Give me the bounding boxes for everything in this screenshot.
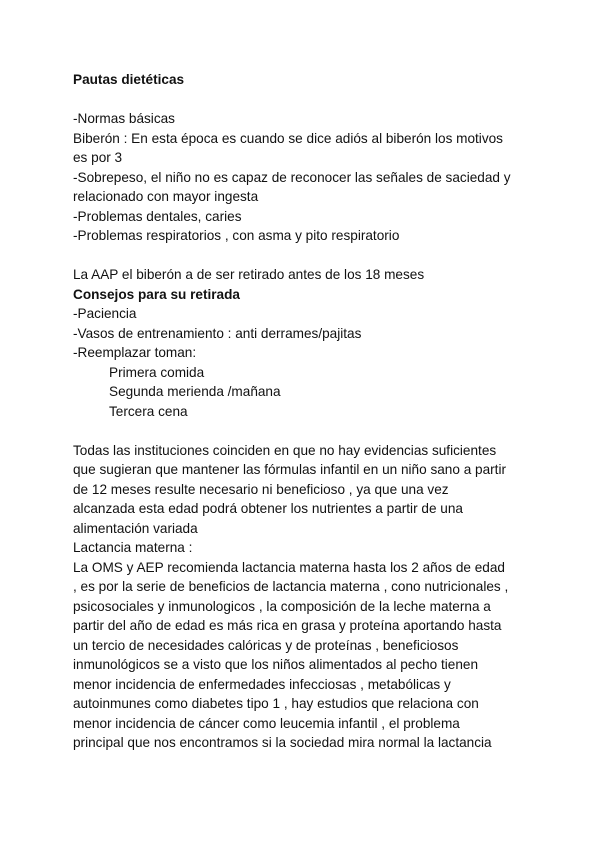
list-subitem: Segunda merienda /mañana <box>109 384 281 399</box>
paragraph-line: menor incidencia de enfermedades infecciosas , metabólicas y <box>73 676 451 692</box>
text-line: relacionado con mayor ingesta <box>73 189 259 204</box>
paragraph-line: La OMS y AEP recomienda lactancia materna hasta los 2 años de edad <box>73 559 505 575</box>
paragraph-line: alimentación variada <box>73 520 198 536</box>
text-line: -Problemas dentales, caries <box>73 208 242 224</box>
text-line: Biberón : En esta época es cuando se dice adiós al biberón los motivos <box>73 130 503 146</box>
list-subitem: Tercera cena <box>109 403 188 419</box>
spacer <box>73 421 543 441</box>
document-page <box>73 70 543 753</box>
text-line: -Problemas respiratorios , con asma y pito respiratorio <box>73 228 400 243</box>
document-title: Pautas dietéticas <box>73 72 185 87</box>
text-line: -Normas básicas <box>73 111 175 126</box>
paragraph-line: partir del año de edad es más rica en grasa y proteína aportando hasta <box>73 618 502 633</box>
paragraph-line: menor incidencia de cáncer como leucemia infantil , el problema <box>73 715 460 731</box>
list-item: -Reemplazar toman: <box>73 345 197 360</box>
text-line: es por 3 <box>73 150 123 165</box>
paragraph-line: que sugieran que mantener las fórmulas infantil en un niño sano a partir <box>73 462 507 477</box>
list-item: -Paciencia <box>73 306 137 321</box>
lactancia-heading: Lactancia materna : <box>73 540 193 555</box>
aap-line: La AAP el biberón a de ser retirado antes de los 18 meses <box>73 267 425 282</box>
spacer <box>73 246 543 266</box>
paragraph-line: , es por la serie de beneficios de lactancia materna , cono nutricionales , <box>73 579 509 594</box>
paragraph-line: de 12 meses resulte necesario ni beneficioso , ya que una vez <box>73 481 449 497</box>
text-line: -Sobrepeso, el niño no es capaz de reconocer las señales de saciedad y <box>73 169 511 185</box>
paragraph-line: autoinmunes como diabetes tipo 1 , hay estudios que relaciona con <box>73 696 479 711</box>
paragraph-line: principal que nos encontramos si la sociedad mira normal la lactancia <box>73 735 492 750</box>
consejos-heading: Consejos para su retirada <box>73 286 240 302</box>
spacer <box>73 90 543 110</box>
paragraph-line: Todas las instituciones coinciden en que no hay evidencias suficientes <box>73 442 497 458</box>
paragraph-line: alcanzada esta edad podrá obtener los nutrientes a partir de una <box>73 501 463 516</box>
paragraph-line: inmunológicos se a visto que los niños alimentados al pecho tienen <box>73 657 479 672</box>
paragraph-line: un tercio de necesidades calóricas y de proteínas , beneficiosos <box>73 637 459 653</box>
list-subitem: Primera comida <box>109 364 205 380</box>
list-item: -Vasos de entrenamiento : anti derrames/pajitas <box>73 325 362 341</box>
paragraph-line: psicosociales y inmunologicos , la composición de la leche materna a <box>73 598 491 614</box>
